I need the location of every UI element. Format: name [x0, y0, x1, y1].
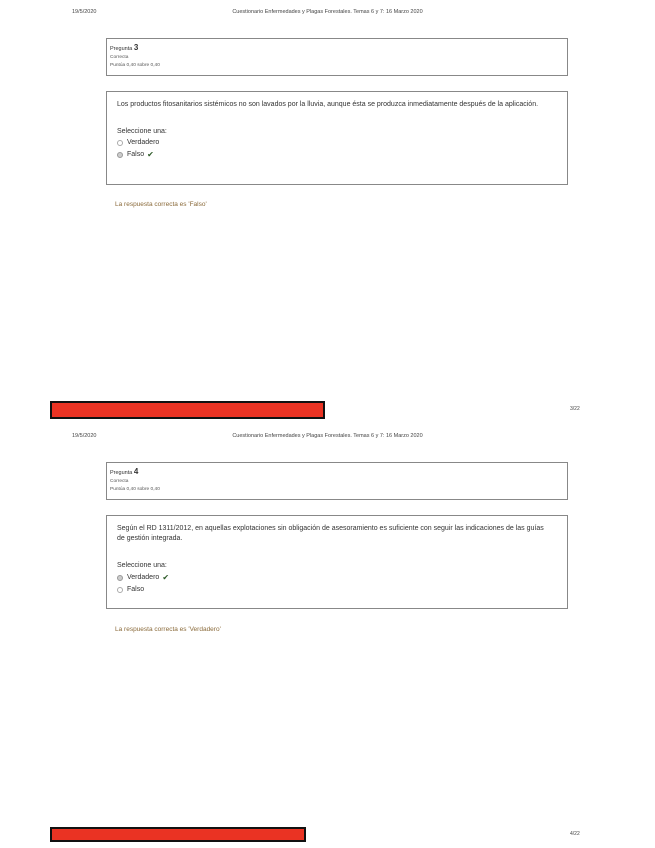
question-info-box: [106, 38, 568, 76]
question-number: 4: [133, 467, 139, 476]
checkmark-icon: ✔: [162, 573, 170, 582]
option-falso[interactable]: [117, 586, 557, 593]
print-title: Cuestionario Enfermedades y Plagas Forestales. Temas 6 y 7: 16 Marzo 2020: [232, 433, 423, 439]
question-content-box: [106, 91, 568, 185]
select-prompt: Seleccione una:: [117, 562, 167, 569]
redaction-bar: [50, 401, 325, 419]
question-content-box: [106, 515, 568, 609]
page-number: 3/22: [570, 406, 580, 412]
radio-button[interactable]: [117, 140, 123, 146]
option-label: Verdadero: [127, 139, 160, 146]
select-prompt: Seleccione una:: [117, 128, 167, 135]
option-verdadero[interactable]: [117, 139, 557, 146]
radio-button[interactable]: [117, 587, 123, 593]
question-label: Pregunta: [110, 470, 133, 476]
print-date: 19/5/2020: [72, 433, 97, 439]
option-falso[interactable]: [117, 150, 557, 159]
option-label: Falso: [127, 151, 145, 158]
question-status: Correcta: [110, 479, 129, 484]
question-score: Puntúa 0,40 sobre 0,40: [110, 487, 160, 492]
question-heading: [110, 467, 564, 476]
question-info-box: [106, 462, 568, 500]
question-text: Según el RD 1311/2012, en aquellas explotaciones sin obligación de asesoramiento es suficiente con seguir las indicaciones de las guías de gestión integrada.: [117, 525, 544, 542]
question-label: Pregunta: [110, 46, 133, 52]
pdf-page-4: [0, 424, 655, 848]
radio-button-selected[interactable]: [117, 575, 123, 581]
option-verdadero[interactable]: [117, 573, 557, 582]
option-label: Falso: [127, 586, 145, 593]
question-status: Correcta: [110, 55, 129, 60]
radio-button-selected[interactable]: [117, 152, 123, 158]
question-text: Los productos fitosanitarios sistémicos no son lavados por la lluvia, aunque ésta se produzca inmediatamente después de la aplicación.: [117, 101, 539, 108]
checkmark-icon: ✔: [147, 150, 154, 159]
print-date: 19/5/2020: [72, 9, 97, 15]
question-heading: [110, 43, 564, 52]
correct-answer-feedback: La respuesta correcta es 'Falso': [115, 201, 207, 208]
option-label: Verdadero: [127, 574, 160, 581]
question-score: Puntúa 0,40 sobre 0,40: [110, 63, 160, 68]
redaction-bar: [50, 827, 306, 842]
question-number: 3: [133, 43, 139, 52]
page-number: 4/22: [570, 831, 580, 837]
print-title: Cuestionario Enfermedades y Plagas Forestales. Temas 6 y 7: 16 Marzo 2020: [232, 9, 423, 15]
correct-answer-feedback: La respuesta correcta es 'Verdadero': [115, 626, 221, 633]
